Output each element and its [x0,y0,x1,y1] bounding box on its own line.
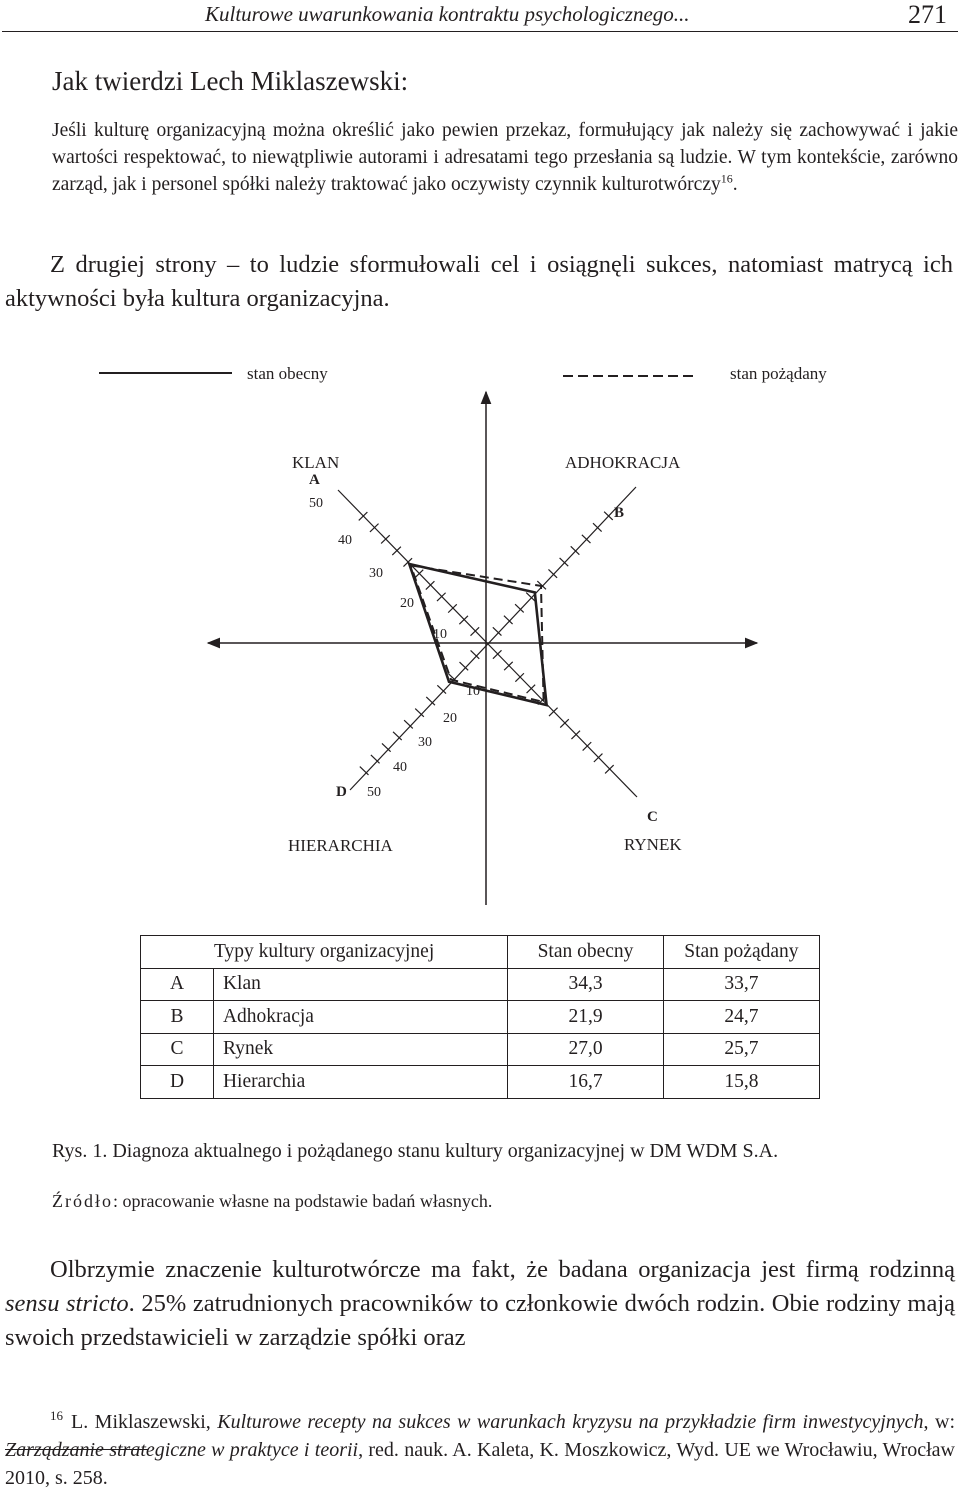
footnote-rest: , red. nauk. A. Kaleta, K. Moszkowicz, Wyd. UE we Wrocławiu, Wrocław 2010, s. 258. [5,1439,955,1489]
table-row [141,968,820,1001]
tick-d-20: 20 [443,711,457,726]
axis-letter-a: A [309,472,320,488]
footnote [5,1408,955,1492]
row-current: 27,0 [508,1033,664,1066]
axis-letter-c: C [647,809,658,825]
label-hierarchia: HIERARCHIA [288,836,393,855]
axis-letter-b: B [614,505,625,521]
row-desired: 24,7 [663,1001,819,1034]
axis-tick [526,593,535,601]
row-current: 16,7 [508,1066,664,1099]
intro-line: Jak twierdzi Lech Miklaszewski: [52,66,409,96]
tick-a-50: 50 [309,496,323,511]
diagonal-b-d [350,487,636,790]
quote-end: . [732,174,738,195]
row-desired: 33,7 [663,968,819,1001]
header-rule [2,31,958,32]
source-text: : opracowanie własne na podstawie badań własnych. [113,1191,493,1211]
footnote-mid: , w: [923,1411,956,1433]
axis-tick [360,767,369,775]
row-name: Adhokracja [213,1001,507,1034]
page-number: 271 [908,0,947,29]
row-key: C [141,1033,214,1066]
footnote-book: Zarządzanie strategiczne w praktyce i teorii [5,1439,359,1461]
label-rynek: RYNEK [624,835,682,854]
running-title: Kulturowe uwarunkowania kontraktu psychologicznego... [205,2,690,26]
row-key: A [141,968,214,1001]
row-key: D [141,1066,214,1099]
axis-tick [371,755,380,763]
row-name: Rynek [213,1033,507,1066]
figure-source [52,1191,492,1212]
tick-a-10: 10 [433,627,447,642]
tick-d-30: 30 [418,735,432,750]
table-header-types: Typy kultury organizacyjnej [141,936,508,969]
culture-table [140,935,820,1099]
block-quote [52,117,958,198]
row-name: Hierarchia [213,1066,507,1099]
table-header-desired: Stan pożądany [663,936,819,969]
row-current: 34,3 [508,968,664,1001]
table-header-row [141,936,820,969]
legend-current-label: stan obecny [247,364,328,383]
culture-radar-chart [0,340,960,920]
footnote-ref: 16 [720,171,733,186]
axis-letter-d: D [336,784,347,800]
label-adhokracja: ADHOKRACJA [565,453,681,472]
table-row [141,1066,820,1099]
tick-d-50: 50 [367,785,381,800]
paragraph-2-italic: sensu stricto [5,1290,129,1317]
table-row [141,1001,820,1034]
tick-d-40: 40 [393,760,407,775]
paragraph-2-part1: Olbrzymie znaczenie kulturotwórcze ma fakt, że badana organizacja jest firmą rodzinną [50,1256,955,1283]
quote-text: Jeśli kulturę organizacyjną można określić jako pewien przekaz, formułujący jak należy się zachowywać i jakie wartości respektować, to niewątpliwie autorami i adresatami tego przesłania są ludzie. W tym kontekście, zarówno zarząd, jak i personel spółki należy traktować jako oczywisty czynnik kulturotwórczy [52,120,958,195]
footnote-author: L. Miklaszewski, [71,1411,218,1433]
legend-desired-label: stan pożądany [730,364,827,383]
axis-tick [560,558,569,566]
row-key: B [141,1001,214,1034]
table-row [141,1033,820,1066]
footnote-number: 16 [50,1408,63,1424]
paragraph-2-part2: . 25% zatrudnionych pracowników to członkowie dwóch rodzin. Obie rodziny mają swoich przedstawicieli w zarządzie spółki oraz [5,1290,956,1351]
table-header-current: Stan obecny [508,936,664,969]
paragraph-2 [5,1253,955,1355]
axis-tick [548,569,557,577]
figure-caption: Rys. 1. Diagnoza aktualnego i pożądanego stanu kultury organizacyjnej w DM WDM S.A. [52,1140,779,1162]
row-desired: 25,7 [663,1033,819,1066]
paragraph-1: Z drugiej strony – to ludzie sformułowali cel i osiągnęli sukces, natomiast matrycą ich aktywności była kultura organizacyjna. [5,251,953,312]
footnote-title: Kulturowe recepty na sukces w warunkach kryzysu na przykładzie firm inwestycyjnych [217,1411,924,1433]
tick-a-40: 40 [338,533,352,548]
row-current: 21,9 [508,1001,664,1034]
tick-a-20: 20 [400,596,414,611]
tick-d-10: 10 [466,684,480,699]
tick-a-30: 30 [369,566,383,581]
row-desired: 15,8 [663,1066,819,1099]
label-klan: KLAN [292,453,340,472]
row-name: Klan [213,968,507,1001]
source-label: Źródło [52,1191,113,1211]
